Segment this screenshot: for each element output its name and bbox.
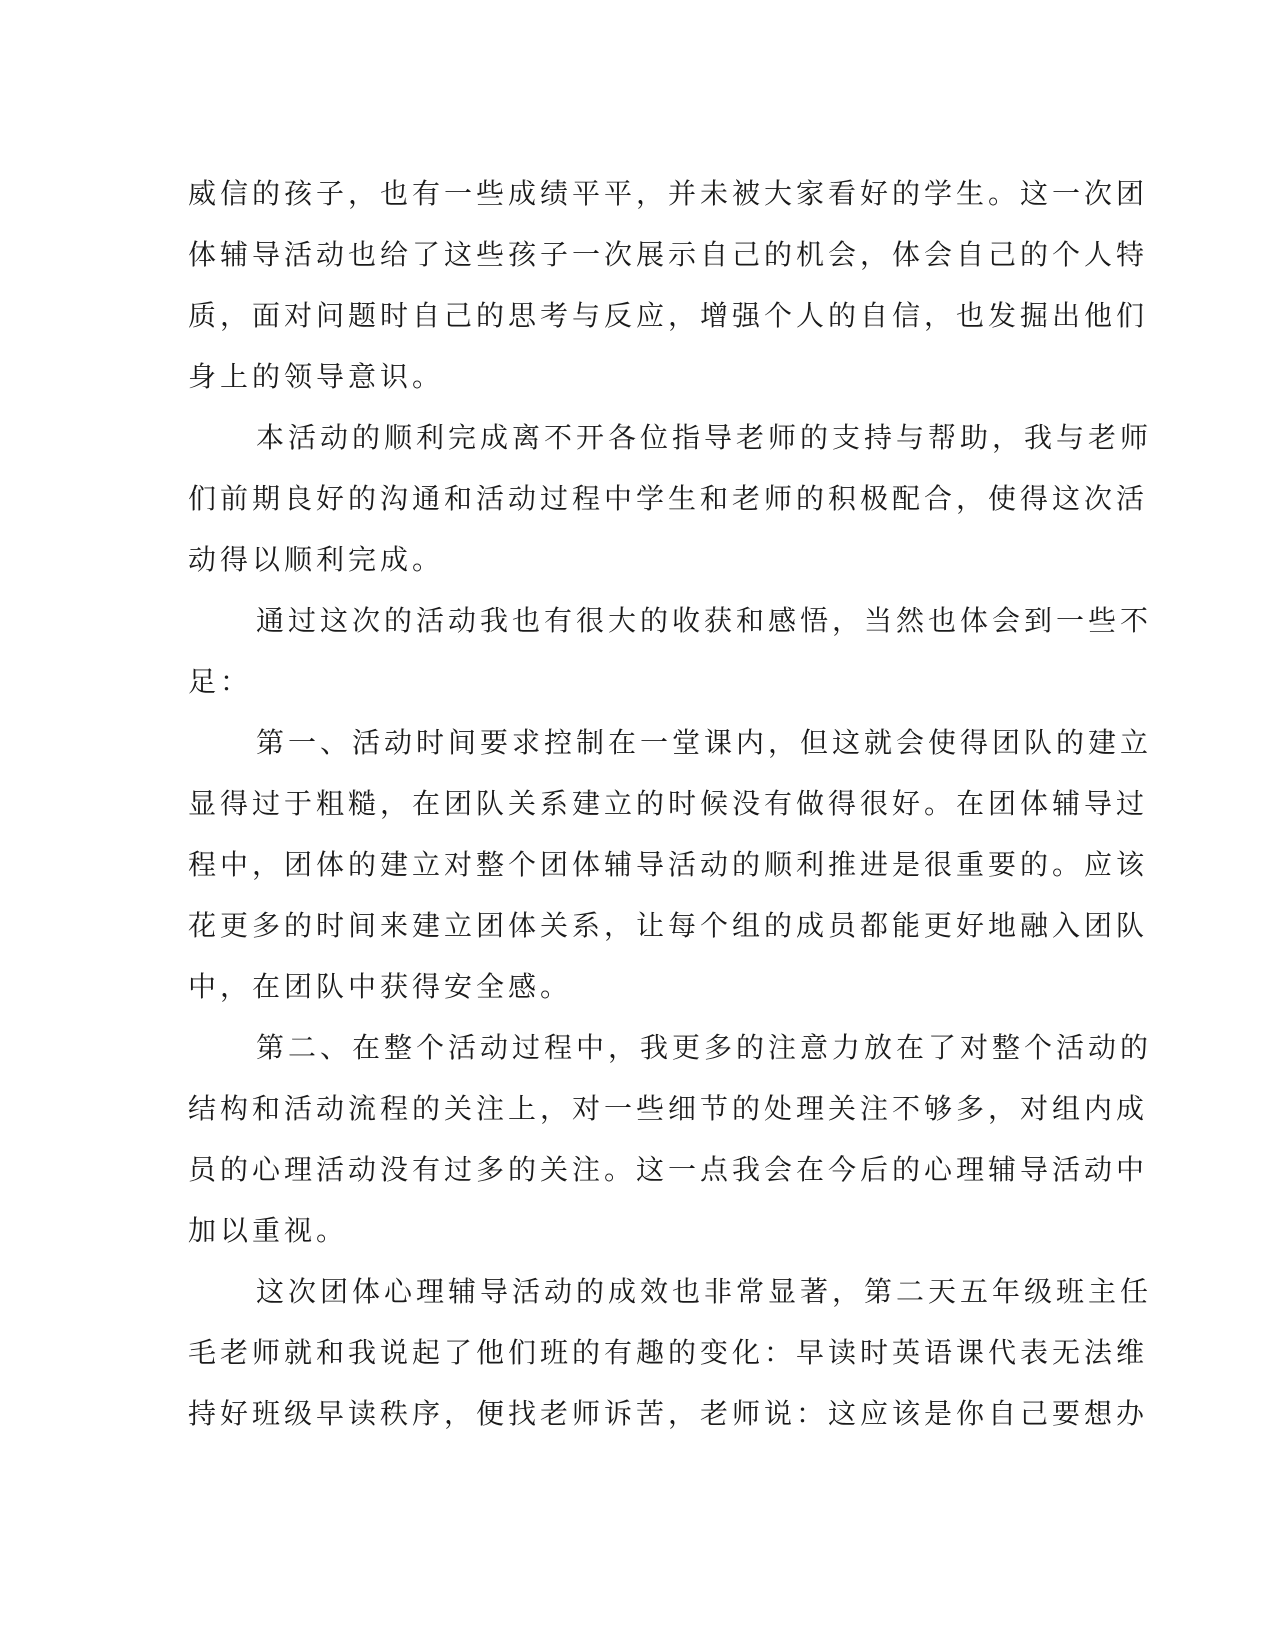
text-line: 质，面对问题时自己的思考与反应，增强个人的自信，也发掘出他们 (188, 299, 1149, 332)
text-line: 程中，团体的建立对整个团体辅导活动的顺利推进是很重要的。应该 (188, 848, 1149, 881)
text-line: 显得过于粗糙，在团队关系建立的时候没有做得很好。在团体辅导过 (188, 787, 1149, 820)
text-line: 花更多的时间来建立团体关系，让每个组的成员都能更好地融入团队 (188, 909, 1149, 942)
text-line: 体辅导活动也给了这些孩子一次展示自己的机会，体会自己的个人特 (188, 238, 1149, 271)
paragraph-6 (188, 1261, 1153, 1444)
text-line: 足： (188, 665, 253, 698)
text-line: 中，在团队中获得安全感。 (188, 970, 573, 1003)
paragraph-5 (188, 1017, 1153, 1261)
text-line: 员的心理活动没有过多的关注。这一点我会在今后的心理辅导活动中 (188, 1153, 1149, 1186)
text-line: 加以重视。 (188, 1214, 349, 1247)
text-line: 持好班级早读秩序，便找老师诉苦，老师说：这应该是你自己要想办 (188, 1397, 1149, 1430)
paragraph-3 (188, 590, 1153, 712)
text-line-indented: 这次团体心理辅导活动的成效也非常显著，第二天五年级班主任 (256, 1275, 1153, 1308)
document-body (188, 163, 1153, 1444)
paragraph-4 (188, 712, 1153, 1017)
text-line: 结构和活动流程的关注上，对一些细节的处理关注不够多，对组内成 (188, 1092, 1149, 1125)
text-line: 们前期良好的沟通和活动过程中学生和老师的积极配合，使得这次活 (188, 482, 1149, 515)
text-line: 身上的领导意识。 (188, 360, 445, 393)
text-line: 威信的孩子，也有一些成绩平平，并未被大家看好的学生。这一次团 (188, 177, 1149, 210)
text-line-indented: 通过这次的活动我也有很大的收获和感悟，当然也体会到一些不 (256, 604, 1153, 637)
text-line: 毛老师就和我说起了他们班的有趣的变化：早读时英语课代表无法维 (188, 1336, 1149, 1369)
text-line-indented: 第一、活动时间要求控制在一堂课内，但这就会使得团队的建立 (256, 726, 1153, 759)
text-line-indented: 第二、在整个活动过程中，我更多的注意力放在了对整个活动的 (256, 1031, 1153, 1064)
paragraph-2 (188, 407, 1153, 590)
text-line-indented: 本活动的顺利完成离不开各位指导老师的支持与帮助，我与老师 (256, 421, 1153, 454)
text-line: 动得以顺利完成。 (188, 543, 445, 576)
paragraph-1 (188, 163, 1149, 407)
